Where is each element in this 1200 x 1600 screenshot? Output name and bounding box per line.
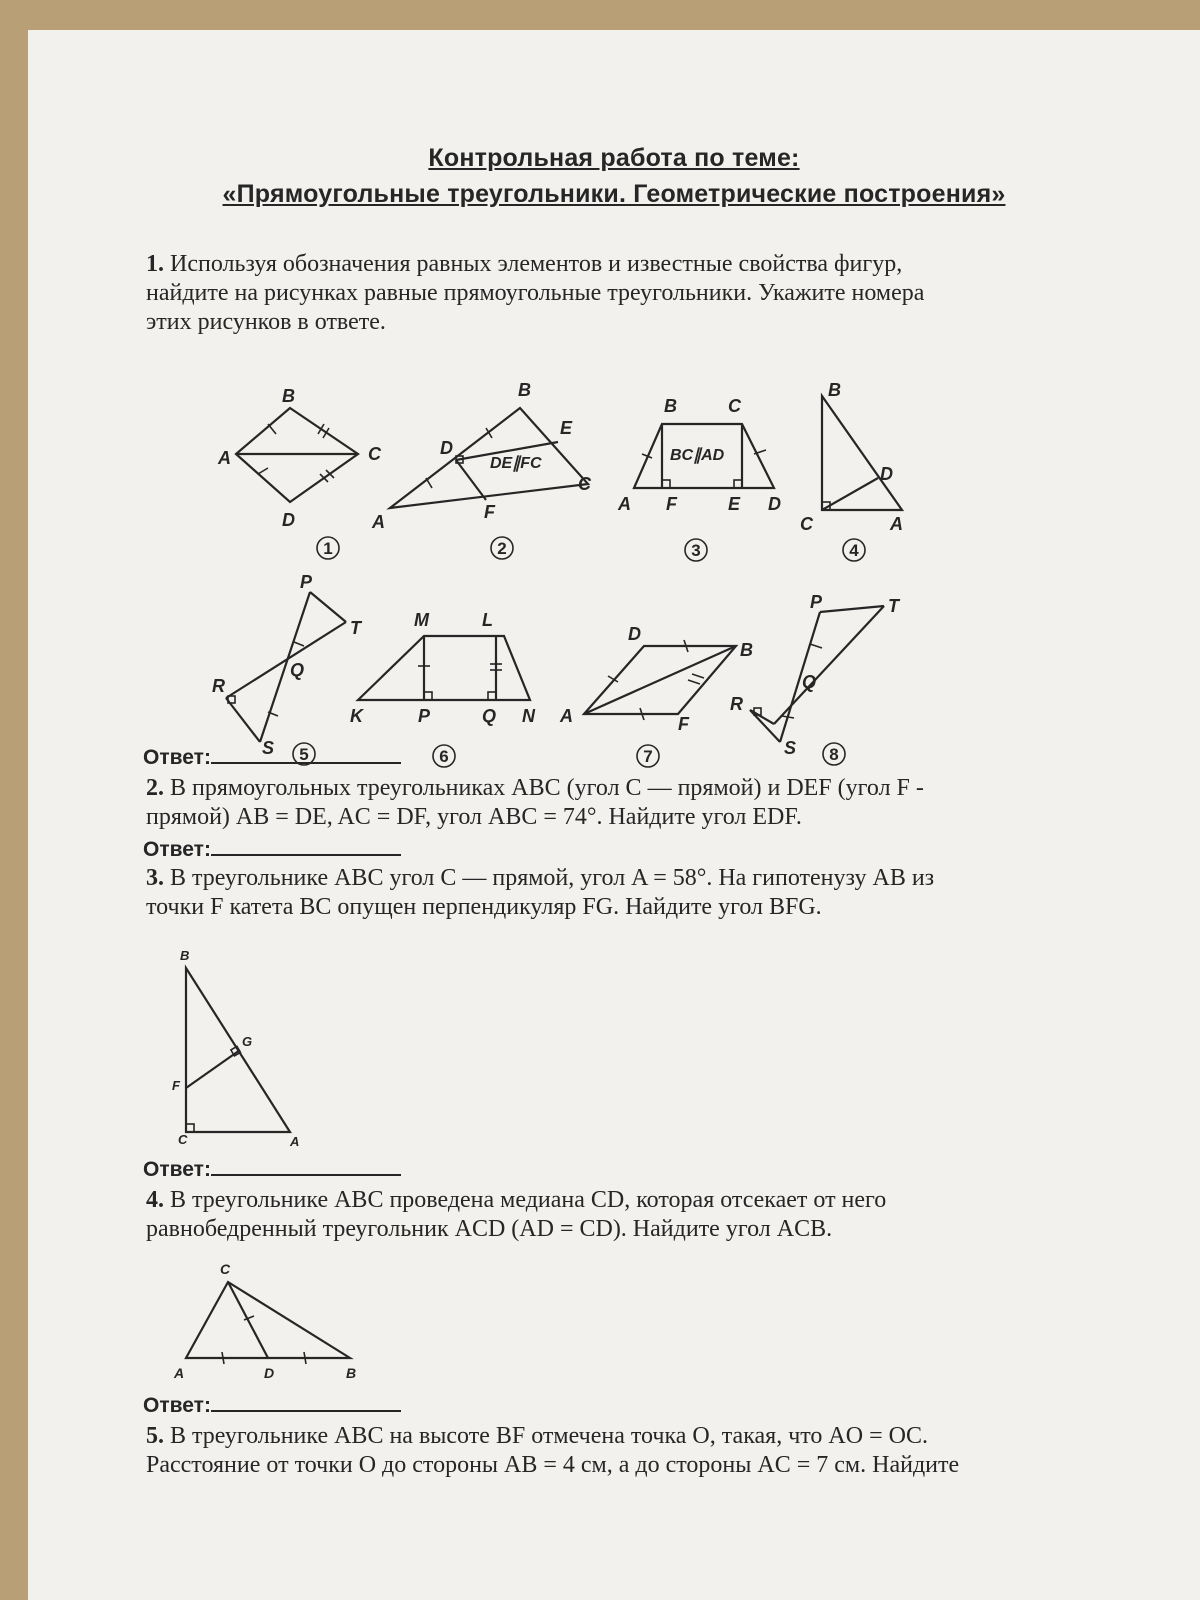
fig3-label-A: A [618,494,631,514]
fig5-label-Q: Q [290,660,305,680]
task4-label-D: D [264,1365,275,1381]
fig3-label-B: B [664,396,677,416]
fig5-label-T: T [350,618,361,638]
task4-label-C: C [220,1261,231,1277]
fig3-label-D: D [768,494,781,514]
answer-2 [143,836,401,862]
fig5-label-R: R [212,676,225,696]
task-5-text [146,1422,1046,1480]
answer-2-field[interactable] [211,836,401,856]
fig7-label-B: B [740,640,753,660]
task-2-line-2: прямой) AB = DE, AC = DF, угол ABC = 74°. Найдите угол EDF. [146,804,802,830]
fig6-number: 6 [439,747,449,766]
task-4-line-1: В треугольнике ABC проведена медиана CD, которая отсекает от него [170,1187,887,1213]
worksheet-content [28,30,1200,1600]
figures-grid [28,350,1200,770]
fig6-label-K: K [350,706,363,726]
fig3-label-E: E [728,494,741,514]
fig1-label-B: B [282,386,295,406]
fig8-label-S: S [784,738,797,758]
task-4-number: 4. [146,1187,164,1213]
fig5-label-P: P [300,572,313,592]
fig7-label-A: A [560,706,573,726]
task-1-line-2: найдите на рисунках равные прямоугольные треугольники. Укажите номера [146,280,925,306]
fig4-label-B: B [828,380,841,400]
answer-3-field[interactable] [211,1156,401,1176]
fig5-number: 5 [299,745,309,764]
task-2-text [146,774,1046,832]
fig4-label-D: D [880,464,893,484]
fig4-label-C: C [800,514,813,534]
fig7-number: 7 [643,747,653,766]
figure-3 [617,396,781,561]
task-4-figure [28,1258,428,1388]
task3-label-C: C [178,1132,188,1147]
task-5-line-1: В треугольнике ABC на высоте BF отмечена точка O, такая, что AO = OC. [170,1423,928,1449]
fig2-label-A: A [372,512,385,532]
worksheet-page [28,30,1200,1600]
answer-3 [143,1156,401,1182]
fig2-label-D: D [440,438,453,458]
task-5-line-2: Расстояние от точки O до стороны AB = 4 см, а до стороны AC = 7 см. Найдите [146,1452,960,1478]
fig6-label-N: N [522,706,535,726]
task-1-number: 1. [146,251,164,277]
fig6-label-M: M [414,610,429,630]
answer-1-field[interactable] [211,744,401,764]
task3-label-F: F [172,1078,180,1093]
answer-3-label: Ответ: [143,1158,211,1181]
figure-2 [371,380,592,559]
fig2-label-C: C [578,474,591,494]
task-1-line-3: этих рисунков в ответе. [146,309,386,335]
answer-4 [143,1392,401,1418]
answer-4-label: Ответ: [143,1394,211,1417]
fig7-label-F: F [678,714,689,734]
task-3-text [146,864,1046,922]
task4-label-B: B [346,1365,357,1381]
figure-1 [217,386,382,559]
task-5-number: 5. [146,1423,164,1449]
task-3-line-1: В треугольнике ABC угол C — прямой, угол A = 58°. На гипотенузу AB из [170,865,935,891]
fig2-label-E: E [560,418,573,438]
task-1-text [146,250,1046,337]
fig2-label-F: F [484,502,495,522]
fig8-number: 8 [829,745,839,764]
task3-label-B: B [180,948,190,963]
task-2-number: 2. [146,775,164,801]
task-3-line-2: точки F катета BC опущен перпендикуляр FG. Найдите угол BFG. [146,894,822,920]
fig2-label-B: B [518,380,531,400]
fig6-label-L: L [482,610,493,630]
fig8-label-Q: Q [802,672,817,692]
answer-1 [143,744,401,770]
fig2-note: DE∥FC [490,455,542,472]
fig3-note: BC∥AD [670,447,725,464]
figure-8 [730,592,901,765]
fig8-label-P: P [810,592,823,612]
fig1-label-C: C [368,444,381,464]
page-title: Контрольная работа по теме: [428,144,800,172]
figure-4 [800,380,903,561]
fig1-label-A: A [218,448,231,468]
task-3-number: 3. [146,865,164,891]
answer-2-label: Ответ: [143,838,211,861]
fig1-number: 1 [323,539,333,558]
task3-label-G: G [242,1034,253,1049]
fig2-number: 2 [497,539,507,558]
fig6-label-P: P [418,706,431,726]
figure-7 [559,624,753,767]
fig8-label-R: R [730,694,743,714]
task-2-line-1: В прямоугольных треугольниках ABC (угол C — прямой) и DEF (угол F - [170,775,924,801]
figure-5 [212,572,363,765]
page-subtitle: «Прямоугольные треугольники. Геометрические построения» [222,180,1006,208]
fig3-number: 3 [691,541,701,560]
fig5-label-S: S [262,738,275,758]
fig7-label-D: D [628,624,641,644]
task4-label-A: A [174,1365,185,1381]
fig3-label-F: F [666,494,677,514]
fig3-label-C: C [728,396,741,416]
answer-4-field[interactable] [211,1392,401,1412]
answer-1-label: Ответ: [143,746,211,769]
fig4-label-A: A [890,514,903,534]
fig8-label-T: T [888,596,899,616]
task-1-line-1: Используя обозначения равных элементов и известные свойства фигур, [170,251,903,277]
task-4-line-2: равнобедренный треугольник ACD (AD = CD). Найдите угол ACB. [146,1216,833,1242]
fig1-label-D: D [282,510,295,530]
task-3-figure [28,940,428,1150]
fig6-label-Q: Q [482,706,497,726]
task-4-text [146,1186,1046,1244]
fig4-number: 4 [849,541,859,560]
task3-label-A: A [290,1134,300,1149]
